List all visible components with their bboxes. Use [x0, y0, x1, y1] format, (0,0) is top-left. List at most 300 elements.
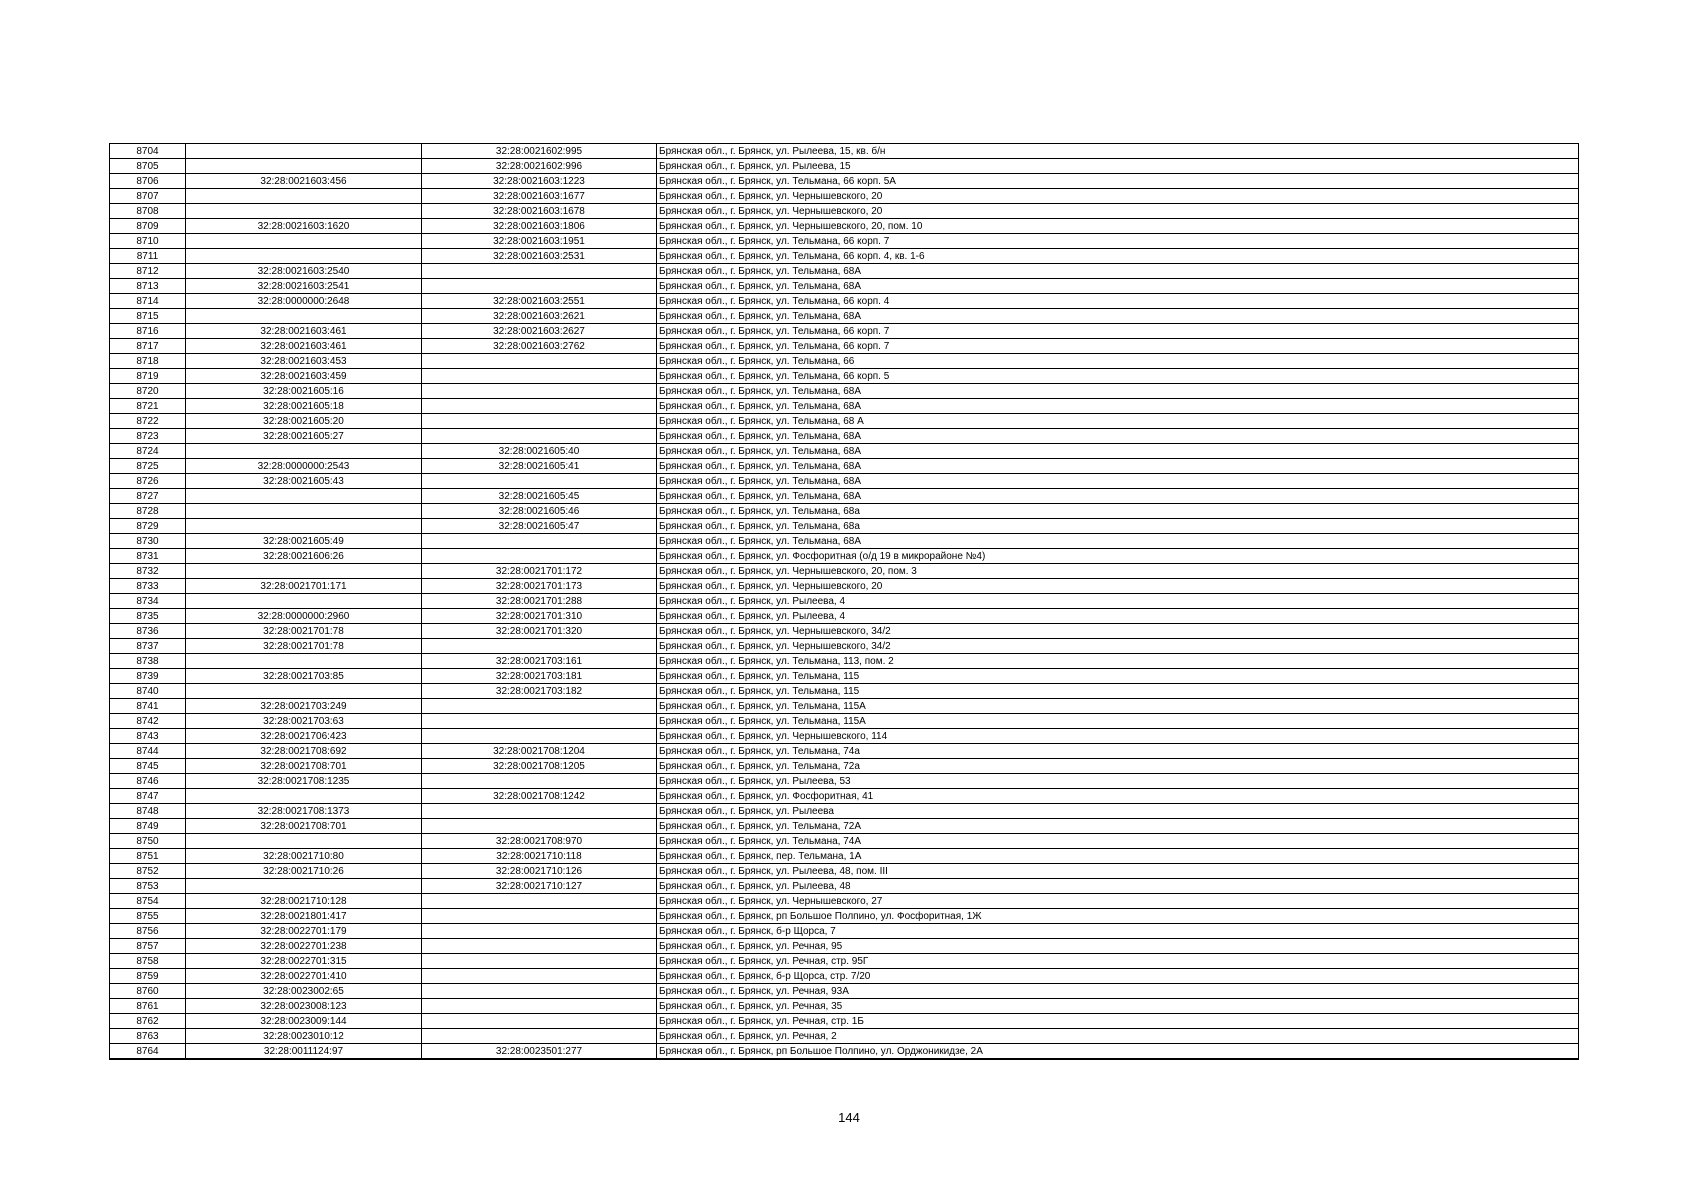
land-cadastral-number-cell: 32:28:0021605:27 [186, 429, 422, 444]
row-number-cell: 8715 [110, 309, 186, 324]
row-number-cell: 8743 [110, 729, 186, 744]
building-cadastral-number-cell: 32:28:0021603:1677 [422, 189, 657, 204]
table-row [110, 504, 1579, 519]
row-number-cell: 8710 [110, 234, 186, 249]
building-cadastral-number-cell: 32:28:0021701:288 [422, 594, 657, 609]
row-number-cell: 8753 [110, 879, 186, 894]
land-cadastral-number-cell [186, 249, 422, 264]
row-number-cell: 8708 [110, 204, 186, 219]
land-cadastral-number-cell [186, 564, 422, 579]
table-row [110, 579, 1579, 594]
table-row [110, 189, 1579, 204]
row-number-cell: 8739 [110, 669, 186, 684]
address-cell: Брянская обл., г. Брянск, пер. Тельмана, 1А [657, 849, 1579, 864]
land-cadastral-number-cell: 32:28:0021603:461 [186, 339, 422, 354]
table-row [110, 954, 1579, 969]
land-cadastral-number-cell: 32:28:0000000:2648 [186, 294, 422, 309]
building-cadastral-number-cell: 32:28:0021605:45 [422, 489, 657, 504]
table-row [110, 1044, 1579, 1060]
table-row [110, 279, 1579, 294]
building-cadastral-number-cell: 32:28:0021701:320 [422, 624, 657, 639]
row-number-cell: 8729 [110, 519, 186, 534]
table-row [110, 654, 1579, 669]
address-cell: Брянская обл., г. Брянск, ул. Тельмана, 115А [657, 699, 1579, 714]
building-cadastral-number-cell [422, 534, 657, 549]
row-number-cell: 8713 [110, 279, 186, 294]
address-cell: Брянская обл., г. Брянск, ул. Тельмана, 115 [657, 669, 1579, 684]
address-cell: Брянская обл., г. Брянск, ул. Тельмана, 115 [657, 684, 1579, 699]
table-row [110, 324, 1579, 339]
row-number-cell: 8758 [110, 954, 186, 969]
table-row [110, 789, 1579, 804]
table-row [110, 729, 1579, 744]
row-number-cell: 8734 [110, 594, 186, 609]
address-cell: Брянская обл., г. Брянск, ул. Рылеева [657, 804, 1579, 819]
land-cadastral-number-cell: 32:28:0021708:1235 [186, 774, 422, 789]
address-cell: Брянская обл., г. Брянск, ул. Рылеева, 15, кв. б/н [657, 144, 1579, 159]
building-cadastral-number-cell [422, 474, 657, 489]
address-cell: Брянская обл., г. Брянск, ул. Чернышевского, 20, пом. 3 [657, 564, 1579, 579]
land-cadastral-number-cell [186, 654, 422, 669]
address-cell: Брянская обл., г. Брянск, ул. Тельмана, 66 корп. 5А [657, 174, 1579, 189]
building-cadastral-number-cell [422, 909, 657, 924]
table-row [110, 1029, 1579, 1044]
building-cadastral-number-cell [422, 279, 657, 294]
table-row [110, 669, 1579, 684]
building-cadastral-number-cell [422, 384, 657, 399]
land-cadastral-number-cell [186, 309, 422, 324]
building-cadastral-number-cell [422, 924, 657, 939]
building-cadastral-number-cell [422, 819, 657, 834]
address-cell: Брянская обл., г. Брянск, ул. Тельмана, 68А [657, 444, 1579, 459]
table-row [110, 519, 1579, 534]
address-cell: Брянская обл., г. Брянск, ул. Тельмана, 66 [657, 354, 1579, 369]
land-cadastral-number-cell [186, 834, 422, 849]
table-row [110, 444, 1579, 459]
address-cell: Брянская обл., г. Брянск, б-р Щорса, 7 [657, 924, 1579, 939]
address-cell: Брянская обл., г. Брянск, ул. Тельмана, 66 корп. 4 [657, 294, 1579, 309]
row-number-cell: 8756 [110, 924, 186, 939]
building-cadastral-number-cell: 32:28:0021603:2762 [422, 339, 657, 354]
building-cadastral-number-cell: 32:28:0021708:1242 [422, 789, 657, 804]
building-cadastral-number-cell [422, 894, 657, 909]
address-cell: Брянская обл., г. Брянск, рп Большое Полпино, ул. Фосфоритная, 1Ж [657, 909, 1579, 924]
building-cadastral-number-cell: 32:28:0021602:995 [422, 144, 657, 159]
address-cell: Брянская обл., г. Брянск, ул. Рылеева, 48 [657, 879, 1579, 894]
row-number-cell: 8757 [110, 939, 186, 954]
building-cadastral-number-cell [422, 549, 657, 564]
row-number-cell: 8764 [110, 1044, 186, 1060]
building-cadastral-number-cell: 32:28:0021710:118 [422, 849, 657, 864]
land-cadastral-number-cell: 32:28:0021708:692 [186, 744, 422, 759]
land-cadastral-number-cell: 32:28:0021701:171 [186, 579, 422, 594]
row-number-cell: 8719 [110, 369, 186, 384]
row-number-cell: 8751 [110, 849, 186, 864]
address-cell: Брянская обл., г. Брянск, ул. Тельмана, 66 корп. 7 [657, 234, 1579, 249]
row-number-cell: 8755 [110, 909, 186, 924]
table-row [110, 234, 1579, 249]
row-number-cell: 8728 [110, 504, 186, 519]
building-cadastral-number-cell: 32:28:0021603:2551 [422, 294, 657, 309]
land-cadastral-number-cell: 32:28:0023010:12 [186, 1029, 422, 1044]
row-number-cell: 8738 [110, 654, 186, 669]
land-cadastral-number-cell: 32:28:0021605:16 [186, 384, 422, 399]
building-cadastral-number-cell [422, 774, 657, 789]
address-cell: Брянская обл., г. Брянск, ул. Фосфоритная, 41 [657, 789, 1579, 804]
building-cadastral-number-cell: 32:28:0021605:46 [422, 504, 657, 519]
building-cadastral-number-cell: 32:28:0021603:1223 [422, 174, 657, 189]
address-cell: Брянская обл., г. Брянск, ул. Речная, 2 [657, 1029, 1579, 1044]
land-cadastral-number-cell [186, 144, 422, 159]
address-cell: Брянская обл., г. Брянск, ул. Чернышевского, 34/2 [657, 624, 1579, 639]
row-number-cell: 8720 [110, 384, 186, 399]
row-number-cell: 8762 [110, 1014, 186, 1029]
address-cell: Брянская обл., г. Брянск, ул. Речная, 93А [657, 984, 1579, 999]
building-cadastral-number-cell [422, 804, 657, 819]
land-cadastral-number-cell: 32:28:0021605:43 [186, 474, 422, 489]
row-number-cell: 8750 [110, 834, 186, 849]
row-number-cell: 8759 [110, 969, 186, 984]
building-cadastral-number-cell [422, 699, 657, 714]
address-cell: Брянская обл., г. Брянск, ул. Тельмана, 68А [657, 309, 1579, 324]
table-row [110, 714, 1579, 729]
row-number-cell: 8736 [110, 624, 186, 639]
land-cadastral-number-cell: 32:28:0021703:85 [186, 669, 422, 684]
registry-table [109, 143, 1579, 1060]
address-cell: Брянская обл., г. Брянск, ул. Чернышевского, 20 [657, 204, 1579, 219]
address-cell: Брянская обл., г. Брянск, ул. Тельмана, 68а [657, 504, 1579, 519]
address-cell: Брянская обл., г. Брянск, ул. Тельмана, 68А [657, 459, 1579, 474]
building-cadastral-number-cell: 32:28:0021710:127 [422, 879, 657, 894]
building-cadastral-number-cell [422, 639, 657, 654]
row-number-cell: 8711 [110, 249, 186, 264]
land-cadastral-number-cell: 32:28:0021603:2540 [186, 264, 422, 279]
address-cell: Брянская обл., г. Брянск, ул. Тельмана, 74а [657, 744, 1579, 759]
row-number-cell: 8744 [110, 744, 186, 759]
table-row [110, 819, 1579, 834]
table-row [110, 534, 1579, 549]
building-cadastral-number-cell: 32:28:0021701:310 [422, 609, 657, 624]
row-number-cell: 8717 [110, 339, 186, 354]
land-cadastral-number-cell: 32:28:0022701:315 [186, 954, 422, 969]
land-cadastral-number-cell: 32:28:0021603:459 [186, 369, 422, 384]
table-row [110, 399, 1579, 414]
table-row [110, 594, 1579, 609]
table-row [110, 879, 1579, 894]
building-cadastral-number-cell [422, 369, 657, 384]
land-cadastral-number-cell: 32:28:0021605:49 [186, 534, 422, 549]
table-row [110, 309, 1579, 324]
land-cadastral-number-cell [186, 504, 422, 519]
land-cadastral-number-cell: 32:28:0021708:701 [186, 819, 422, 834]
land-cadastral-number-cell: 32:28:0021603:1620 [186, 219, 422, 234]
land-cadastral-number-cell [186, 594, 422, 609]
land-cadastral-number-cell: 32:28:0021708:701 [186, 759, 422, 774]
table-row [110, 429, 1579, 444]
building-cadastral-number-cell [422, 969, 657, 984]
address-cell: Брянская обл., г. Брянск, ул. Чернышевского, 114 [657, 729, 1579, 744]
land-cadastral-number-cell [186, 204, 422, 219]
address-cell: Брянская обл., г. Брянск, ул. Тельмана, 66 корп. 5 [657, 369, 1579, 384]
building-cadastral-number-cell: 32:28:0021708:1204 [422, 744, 657, 759]
address-cell: Брянская обл., г. Брянск, ул. Фосфоритная (о/д 19 в микрорайоне №4) [657, 549, 1579, 564]
address-cell: Брянская обл., г. Брянск, ул. Тельмана, 68А [657, 279, 1579, 294]
table-row [110, 369, 1579, 384]
row-number-cell: 8714 [110, 294, 186, 309]
address-cell: Брянская обл., г. Брянск, ул. Тельмана, 74А [657, 834, 1579, 849]
land-cadastral-number-cell [186, 189, 422, 204]
building-cadastral-number-cell: 32:28:0021605:41 [422, 459, 657, 474]
land-cadastral-number-cell [186, 684, 422, 699]
address-cell: Брянская обл., г. Брянск, ул. Тельмана, 113, пом. 2 [657, 654, 1579, 669]
land-cadastral-number-cell: 32:28:0021703:249 [186, 699, 422, 714]
address-cell: Брянская обл., г. Брянск, ул. Речная, стр. 95Г [657, 954, 1579, 969]
building-cadastral-number-cell: 32:28:0021701:173 [422, 579, 657, 594]
land-cadastral-number-cell [186, 879, 422, 894]
table-row [110, 759, 1579, 774]
building-cadastral-number-cell: 32:28:0021603:2627 [422, 324, 657, 339]
building-cadastral-number-cell [422, 714, 657, 729]
building-cadastral-number-cell: 32:28:0021605:40 [422, 444, 657, 459]
building-cadastral-number-cell [422, 1014, 657, 1029]
address-cell: Брянская обл., г. Брянск, ул. Тельмана, 66 корп. 7 [657, 324, 1579, 339]
table-row [110, 204, 1579, 219]
land-cadastral-number-cell [186, 444, 422, 459]
building-cadastral-number-cell [422, 399, 657, 414]
row-number-cell: 8730 [110, 534, 186, 549]
row-number-cell: 8709 [110, 219, 186, 234]
row-number-cell: 8731 [110, 549, 186, 564]
row-number-cell: 8718 [110, 354, 186, 369]
land-cadastral-number-cell: 32:28:0021603:456 [186, 174, 422, 189]
table-row [110, 474, 1579, 489]
land-cadastral-number-cell: 32:28:0021801:417 [186, 909, 422, 924]
address-cell: Брянская обл., г. Брянск, ул. Чернышевского, 20 [657, 189, 1579, 204]
land-cadastral-number-cell [186, 519, 422, 534]
address-cell: Брянская обл., г. Брянск, ул. Тельмана, 68А [657, 384, 1579, 399]
row-number-cell: 8745 [110, 759, 186, 774]
row-number-cell: 8722 [110, 414, 186, 429]
table-row [110, 624, 1579, 639]
address-cell: Брянская обл., г. Брянск, ул. Тельмана, 68А [657, 264, 1579, 279]
row-number-cell: 8725 [110, 459, 186, 474]
address-cell: Брянская обл., г. Брянск, ул. Тельмана, 66 корп. 7 [657, 339, 1579, 354]
table-row [110, 339, 1579, 354]
land-cadastral-number-cell: 32:28:0021710:26 [186, 864, 422, 879]
row-number-cell: 8712 [110, 264, 186, 279]
row-number-cell: 8732 [110, 564, 186, 579]
table-row [110, 684, 1579, 699]
land-cadastral-number-cell: 32:28:0021708:1373 [186, 804, 422, 819]
row-number-cell: 8742 [110, 714, 186, 729]
land-cadastral-number-cell: 32:28:0023009:144 [186, 1014, 422, 1029]
address-cell: Брянская обл., г. Брянск, ул. Чернышевского, 20 [657, 579, 1579, 594]
building-cadastral-number-cell [422, 984, 657, 999]
address-cell: Брянская обл., г. Брянск, ул. Тельмана, 68А [657, 399, 1579, 414]
address-cell: Брянская обл., г. Брянск, ул. Тельмана, 68А [657, 534, 1579, 549]
land-cadastral-number-cell: 32:28:0000000:2960 [186, 609, 422, 624]
row-number-cell: 8705 [110, 159, 186, 174]
land-cadastral-number-cell [186, 159, 422, 174]
building-cadastral-number-cell: 32:28:0021603:1951 [422, 234, 657, 249]
table-row [110, 1014, 1579, 1029]
address-cell: Брянская обл., г. Брянск, ул. Тельмана, 72а [657, 759, 1579, 774]
table-row [110, 969, 1579, 984]
address-cell: Брянская обл., г. Брянск, ул. Тельмана, 72А [657, 819, 1579, 834]
table-row [110, 294, 1579, 309]
row-number-cell: 8740 [110, 684, 186, 699]
row-number-cell: 8748 [110, 804, 186, 819]
address-cell: Брянская обл., г. Брянск, ул. Чернышевского, 34/2 [657, 639, 1579, 654]
building-cadastral-number-cell [422, 1029, 657, 1044]
land-cadastral-number-cell: 32:28:0021605:18 [186, 399, 422, 414]
land-cadastral-number-cell: 32:28:0000000:2543 [186, 459, 422, 474]
land-cadastral-number-cell: 32:28:0021710:128 [186, 894, 422, 909]
row-number-cell: 8763 [110, 1029, 186, 1044]
address-cell: Брянская обл., г. Брянск, ул. Рылеева, 48, пом. III [657, 864, 1579, 879]
row-number-cell: 8746 [110, 774, 186, 789]
address-cell: Брянская обл., г. Брянск, ул. Тельмана, 68а [657, 519, 1579, 534]
page-number: 144 [838, 1110, 860, 1125]
land-cadastral-number-cell [186, 234, 422, 249]
table-row [110, 144, 1579, 159]
land-cadastral-number-cell [186, 489, 422, 504]
address-cell: Брянская обл., г. Брянск, ул. Рылеева, 15 [657, 159, 1579, 174]
address-cell: Брянская обл., г. Брянск, ул. Рылеева, 53 [657, 774, 1579, 789]
building-cadastral-number-cell [422, 939, 657, 954]
row-number-cell: 8707 [110, 189, 186, 204]
building-cadastral-number-cell: 32:28:0021701:172 [422, 564, 657, 579]
building-cadastral-number-cell [422, 429, 657, 444]
row-number-cell: 8760 [110, 984, 186, 999]
building-cadastral-number-cell: 32:28:0021605:47 [422, 519, 657, 534]
row-number-cell: 8727 [110, 489, 186, 504]
table-row [110, 264, 1579, 279]
address-cell: Брянская обл., г. Брянск, ул. Тельмана, 68А [657, 489, 1579, 504]
land-cadastral-number-cell: 32:28:0022701:179 [186, 924, 422, 939]
table-row [110, 549, 1579, 564]
row-number-cell: 8737 [110, 639, 186, 654]
building-cadastral-number-cell [422, 414, 657, 429]
row-number-cell: 8749 [110, 819, 186, 834]
address-cell: Брянская обл., г. Брянск, ул. Чернышевского, 27 [657, 894, 1579, 909]
row-number-cell: 8761 [110, 999, 186, 1014]
building-cadastral-number-cell: 32:28:0021603:1806 [422, 219, 657, 234]
land-cadastral-number-cell: 32:28:0022701:410 [186, 969, 422, 984]
address-cell: Брянская обл., г. Брянск, б-р Щорса, стр. 7/20 [657, 969, 1579, 984]
row-number-cell: 8724 [110, 444, 186, 459]
table-row [110, 864, 1579, 879]
address-cell: Брянская обл., г. Брянск, ул. Тельмана, 68А [657, 474, 1579, 489]
registry-body [110, 144, 1579, 1060]
address-cell: Брянская обл., г. Брянск, ул. Тельмана, 66 корп. 4, кв. 1-6 [657, 249, 1579, 264]
building-cadastral-number-cell: 32:28:0021603:2531 [422, 249, 657, 264]
table-row [110, 909, 1579, 924]
table-row [110, 384, 1579, 399]
row-number-cell: 8733 [110, 579, 186, 594]
building-cadastral-number-cell: 32:28:0021703:161 [422, 654, 657, 669]
table-row [110, 849, 1579, 864]
row-number-cell: 8752 [110, 864, 186, 879]
land-cadastral-number-cell: 32:28:0021603:2541 [186, 279, 422, 294]
address-cell: Брянская обл., г. Брянск, ул. Тельмана, 68А [657, 429, 1579, 444]
building-cadastral-number-cell [422, 354, 657, 369]
row-number-cell: 8741 [110, 699, 186, 714]
address-cell: Брянская обл., г. Брянск, ул. Речная, стр. 1Б [657, 1014, 1579, 1029]
table-row [110, 609, 1579, 624]
table-row [110, 249, 1579, 264]
address-cell: Брянская обл., г. Брянск, ул. Тельмана, 68 А [657, 414, 1579, 429]
land-cadastral-number-cell: 32:28:0022701:238 [186, 939, 422, 954]
address-cell: Брянская обл., г. Брянск, ул. Рылеева, 4 [657, 594, 1579, 609]
building-cadastral-number-cell: 32:28:0021603:1678 [422, 204, 657, 219]
address-cell: Брянская обл., г. Брянск, рп Большое Полпино, ул. Орджоникидзе, 2А [657, 1044, 1579, 1060]
address-cell: Брянская обл., г. Брянск, ул. Тельмана, 115А [657, 714, 1579, 729]
table-row [110, 639, 1579, 654]
building-cadastral-number-cell [422, 264, 657, 279]
building-cadastral-number-cell: 32:28:0023501:277 [422, 1044, 657, 1060]
table-row [110, 999, 1579, 1014]
table-row [110, 834, 1579, 849]
table-row [110, 744, 1579, 759]
land-cadastral-number-cell: 32:28:0021603:461 [186, 324, 422, 339]
row-number-cell: 8716 [110, 324, 186, 339]
table-row [110, 939, 1579, 954]
building-cadastral-number-cell [422, 954, 657, 969]
land-cadastral-number-cell: 32:28:0021703:63 [186, 714, 422, 729]
row-number-cell: 8723 [110, 429, 186, 444]
row-number-cell: 8754 [110, 894, 186, 909]
land-cadastral-number-cell: 32:28:0021605:20 [186, 414, 422, 429]
table-row [110, 489, 1579, 504]
land-cadastral-number-cell: 32:28:0021606:26 [186, 549, 422, 564]
table-row [110, 174, 1579, 189]
building-cadastral-number-cell [422, 729, 657, 744]
row-number-cell: 8726 [110, 474, 186, 489]
address-cell: Брянская обл., г. Брянск, ул. Речная, 95 [657, 939, 1579, 954]
table-row [110, 354, 1579, 369]
table-row [110, 894, 1579, 909]
building-cadastral-number-cell: 32:28:0021602:996 [422, 159, 657, 174]
address-cell: Брянская обл., г. Брянск, ул. Речная, 35 [657, 999, 1579, 1014]
land-cadastral-number-cell [186, 789, 422, 804]
building-cadastral-number-cell: 32:28:0021708:1205 [422, 759, 657, 774]
table-row [110, 699, 1579, 714]
table-row [110, 564, 1579, 579]
row-number-cell: 8706 [110, 174, 186, 189]
table-row [110, 219, 1579, 234]
building-cadastral-number-cell: 32:28:0021708:970 [422, 834, 657, 849]
table-row [110, 459, 1579, 474]
land-cadastral-number-cell: 32:28:0021710:80 [186, 849, 422, 864]
table-row [110, 774, 1579, 789]
row-number-cell: 8747 [110, 789, 186, 804]
land-cadastral-number-cell: 32:28:0021706:423 [186, 729, 422, 744]
address-cell: Брянская обл., г. Брянск, ул. Чернышевского, 20, пом. 10 [657, 219, 1579, 234]
table-row [110, 984, 1579, 999]
row-number-cell: 8721 [110, 399, 186, 414]
row-number-cell: 8704 [110, 144, 186, 159]
building-cadastral-number-cell [422, 999, 657, 1014]
table-row [110, 159, 1579, 174]
table-row [110, 924, 1579, 939]
building-cadastral-number-cell: 32:28:0021703:182 [422, 684, 657, 699]
building-cadastral-number-cell: 32:28:0021603:2621 [422, 309, 657, 324]
land-cadastral-number-cell: 32:28:0011124:97 [186, 1044, 422, 1060]
table-row [110, 804, 1579, 819]
land-cadastral-number-cell: 32:28:0021701:78 [186, 639, 422, 654]
row-number-cell: 8735 [110, 609, 186, 624]
